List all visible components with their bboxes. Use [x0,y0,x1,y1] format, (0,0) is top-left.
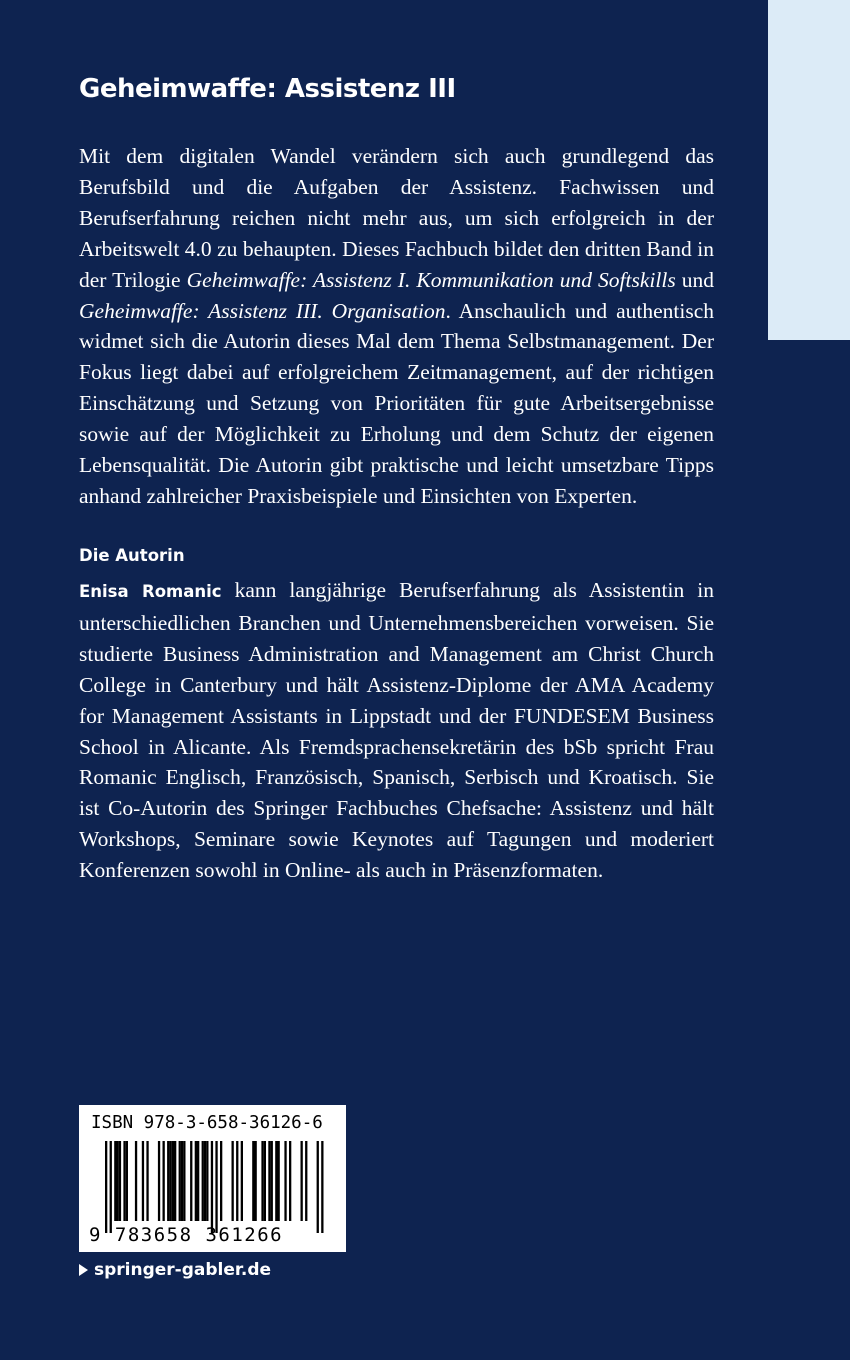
author-heading: Die Autorin [79,546,185,565]
barcode-bar [204,1141,206,1221]
barcode-bar [211,1141,213,1233]
barcode-bar [271,1141,273,1221]
description-text: . Anschaulich und authentisch widmet sich die Autorin dieses Mal dem Thema Selbstmanagement. Der Fokus liegt dabei auf erfolgreichem Zeitmanagement, auf der richtigen Einschätzung und Setzung von Prioritäten für gute Arbeitsergebnisse sowie auf der Möglichkeit zu Erholung und dem Schutz der eigenen Lebensqualität. Die Autorin gibt praktische und leicht umsetzbare Tipps anhand zahlreicher Praxisbeispiele und Einsichten von Experten. [79,298,714,508]
side-tab [768,0,850,340]
website-url[interactable]: springer-gabler.de [94,1260,272,1280]
barcode-bar [146,1141,148,1221]
barcode-bar [105,1141,107,1233]
barcode-bar [158,1141,160,1221]
barcode-bar [255,1141,257,1221]
barcode-bar [110,1141,112,1233]
barcode-bar [278,1141,280,1221]
barcode-bar [252,1141,254,1221]
barcode-bar [183,1141,185,1221]
barcode-bar [264,1141,266,1221]
barcode-bar [135,1141,137,1221]
barcode-bar [305,1141,307,1221]
barcode-bar [179,1141,181,1221]
barcode-bar [317,1141,319,1233]
barcode-bar [172,1141,174,1221]
barcode-bar [220,1141,222,1221]
barcode-bar [236,1141,238,1221]
barcode-bar [275,1141,277,1221]
barcode-bar [232,1141,234,1221]
barcode-bar [206,1141,208,1221]
barcode-bar [321,1141,323,1233]
barcode-bar [169,1141,171,1221]
barcode-bar [123,1141,125,1221]
barcode-bar [215,1141,217,1233]
arrow-right-icon [79,1264,88,1276]
barcode-bar [241,1141,243,1221]
publisher-website[interactable] [79,1260,271,1280]
author-name: Enisa Romanic [79,582,222,601]
barcode-bar [197,1141,199,1221]
barcode-bar [174,1141,176,1221]
barcode-bar [117,1141,119,1221]
isbn-barcode [79,1105,346,1252]
barcode-bar [126,1141,128,1221]
barcode-bar [181,1141,183,1221]
barcode-bar [301,1141,303,1221]
barcode-bar [195,1141,197,1221]
series-title-2: Geheimwaffe: Assistenz III. Organisation [79,298,446,323]
barcode-bar [167,1141,169,1221]
barcode-bar [163,1141,165,1221]
barcode-bar [114,1141,116,1221]
barcode-bar [142,1141,144,1221]
barcode-bar [289,1141,291,1221]
description-text: Mit dem digitalen Wandel verändern sich auch grundlegend das Berufsbild und die Aufgaben der Assistenz. Fachwissen und Berufserfahrung reichen nicht mehr aus, um sich erfolgreich in der Arbeitswelt 4.0 zu behaupten. Dieses Fachbuch bildet den dritten Band in der Trilogie [79,144,714,292]
barcode-bar [119,1141,121,1221]
book-title: Geheimwaffe: Assistenz III [79,74,456,104]
barcode-digits: 9 783658 361266 [89,1224,284,1246]
series-title-1: Geheimwaffe: Assistenz I. Kommunikation und Softskills [186,267,676,292]
barcode-bar [190,1141,192,1221]
barcode-bar [202,1141,204,1221]
author-bio [79,575,714,886]
description-text: und [675,267,714,292]
barcode-bar [268,1141,270,1221]
book-description [79,141,714,512]
barcode-bar [261,1141,263,1221]
isbn-label: ISBN 978-3-658-36126-6 [91,1113,323,1133]
author-bio-text: kann langjährige Berufserfahrung als Assistentin in unterschiedlichen Branchen und Unternehmensbereichen vorweisen. Sie studierte Business Administration and Management am Christ Church College in Canterbury und hält Assistenz-Diplome der AMA Academy for Management Assistants in Lippstadt und der FUNDESEM Business School in Alicante. Als Fremdsprachensekretärin des bSb spricht Frau Romanic Englisch, Französisch, Spanisch, Serbisch und Kroatisch. Sie ist Co-Autorin des Springer Fachbuches Chefsache: Assistenz und hält Workshops, Seminare sowie Keynotes auf Tagungen und moderiert Konferenzen sowohl in Online- als auch in Präsenzformaten. [79,578,714,883]
barcode-bar [284,1141,286,1221]
